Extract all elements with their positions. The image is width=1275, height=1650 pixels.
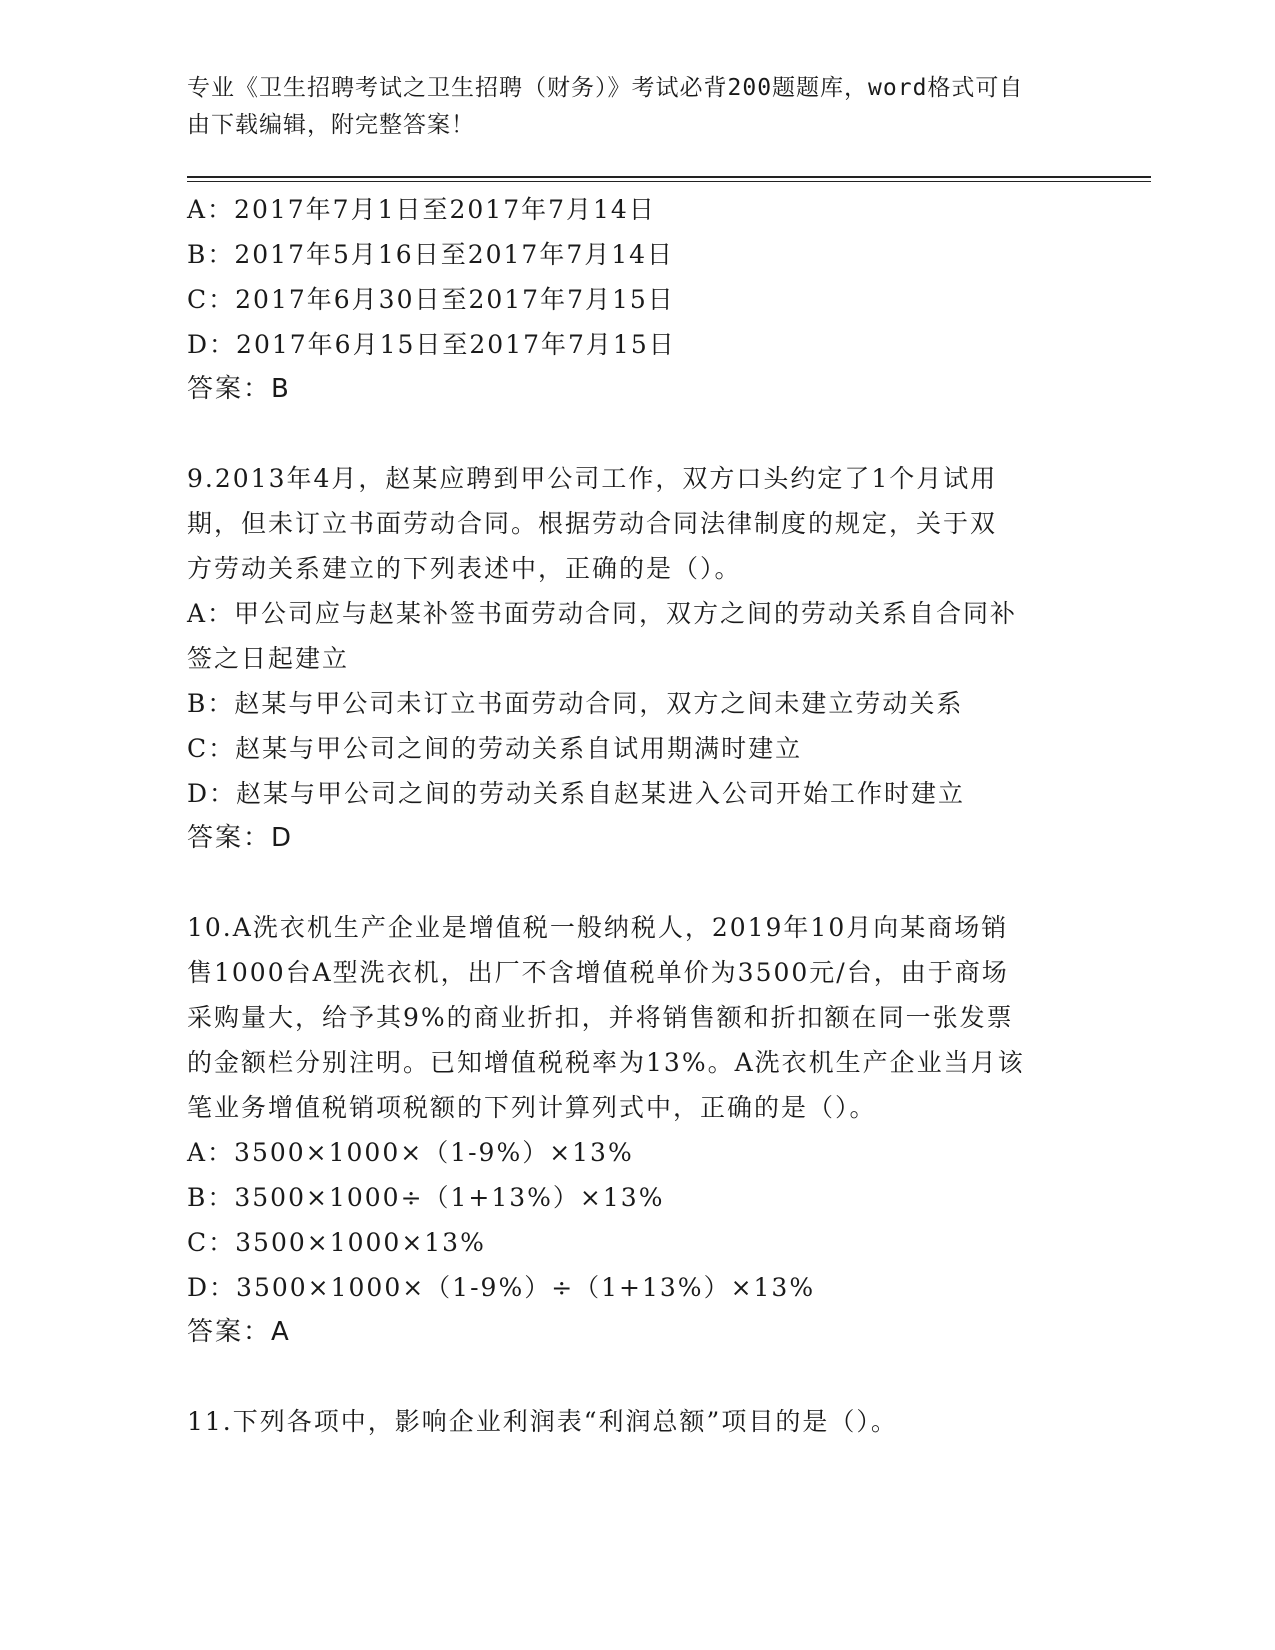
option-d: D：2017年6月15日至2017年7月15日	[187, 330, 676, 359]
question-stem-line: 期，但未订立书面劳动合同。根据劳动合同法律制度的规定，关于双	[187, 509, 998, 538]
answer: 答案：A	[187, 1317, 291, 1347]
question-stem-line: 的金额栏分别注明。已知增值税税率为13%。A洗衣机生产企业当月该	[187, 1048, 1025, 1077]
header-rule-thick	[187, 176, 1151, 178]
question-9	[187, 456, 1087, 861]
option-b: B：3500×1000÷（1+13%）×13%	[187, 1183, 665, 1212]
question-11	[187, 1399, 1087, 1444]
option-c: C：赵某与甲公司之间的劳动关系自试用期满时建立	[187, 734, 803, 763]
option-a: A：2017年7月1日至2017年7月14日	[187, 195, 656, 224]
question-stem-line: 采购量大，给予其9%的商业折扣，并将销售额和折扣额在同一张发票	[187, 1003, 1014, 1032]
document-header	[187, 70, 1067, 144]
option-a-continued: 签之日起建立	[187, 644, 350, 673]
option-a: A：3500×1000×（1-9%）×13%	[187, 1138, 634, 1167]
question-stem-line: 售1000台A型洗衣机，出厂不含增值税单价为3500元/台，由于商场	[187, 958, 1009, 987]
question-stem-line: 笔业务增值税销项税额的下列计算列式中，正确的是（）。	[187, 1093, 877, 1122]
answer: 答案：D	[187, 823, 294, 853]
question-stem-line: 9.2013年4月，赵某应聘到甲公司工作，双方口头约定了1个月试用	[187, 464, 998, 493]
header-line-1: 专业《卫生招聘考试之卫生招聘（财务）》考试必背200题题库，word格式可自	[187, 75, 1024, 101]
option-d: D：赵某与甲公司之间的劳动关系自赵某进入公司开始工作时建立	[187, 779, 966, 808]
spacer	[187, 412, 1087, 456]
question-10	[187, 905, 1087, 1355]
spacer	[187, 861, 1087, 905]
question-8	[187, 187, 1087, 412]
option-b: B：2017年5月16日至2017年7月14日	[187, 240, 675, 269]
option-c: C：2017年6月30日至2017年7月15日	[187, 285, 675, 314]
question-content	[187, 187, 1087, 1444]
option-d: D：3500×1000×（1-9%）÷（1+13%）×13%	[187, 1273, 816, 1302]
question-stem-line: 11.下列各项中，影响企业利润表“利润总额”项目的是（）。	[187, 1407, 898, 1436]
option-a: A：甲公司应与赵某补签书面劳动合同，双方之间的劳动关系自合同补	[187, 599, 1018, 628]
option-b: B：赵某与甲公司未订立书面劳动合同，双方之间未建立劳动关系	[187, 689, 964, 718]
spacer	[187, 1355, 1087, 1399]
answer: 答案：B	[187, 374, 291, 404]
header-rule-thin	[187, 181, 1151, 182]
question-stem-line: 10.A洗衣机生产企业是增值税一般纳税人，2019年10月向某商场销	[187, 913, 1009, 942]
option-c: C：3500×1000×13%	[187, 1228, 486, 1257]
header-line-2: 由下载编辑，附完整答案！	[187, 112, 475, 138]
question-stem-line: 方劳动关系建立的下列表述中，正确的是（）。	[187, 554, 742, 583]
